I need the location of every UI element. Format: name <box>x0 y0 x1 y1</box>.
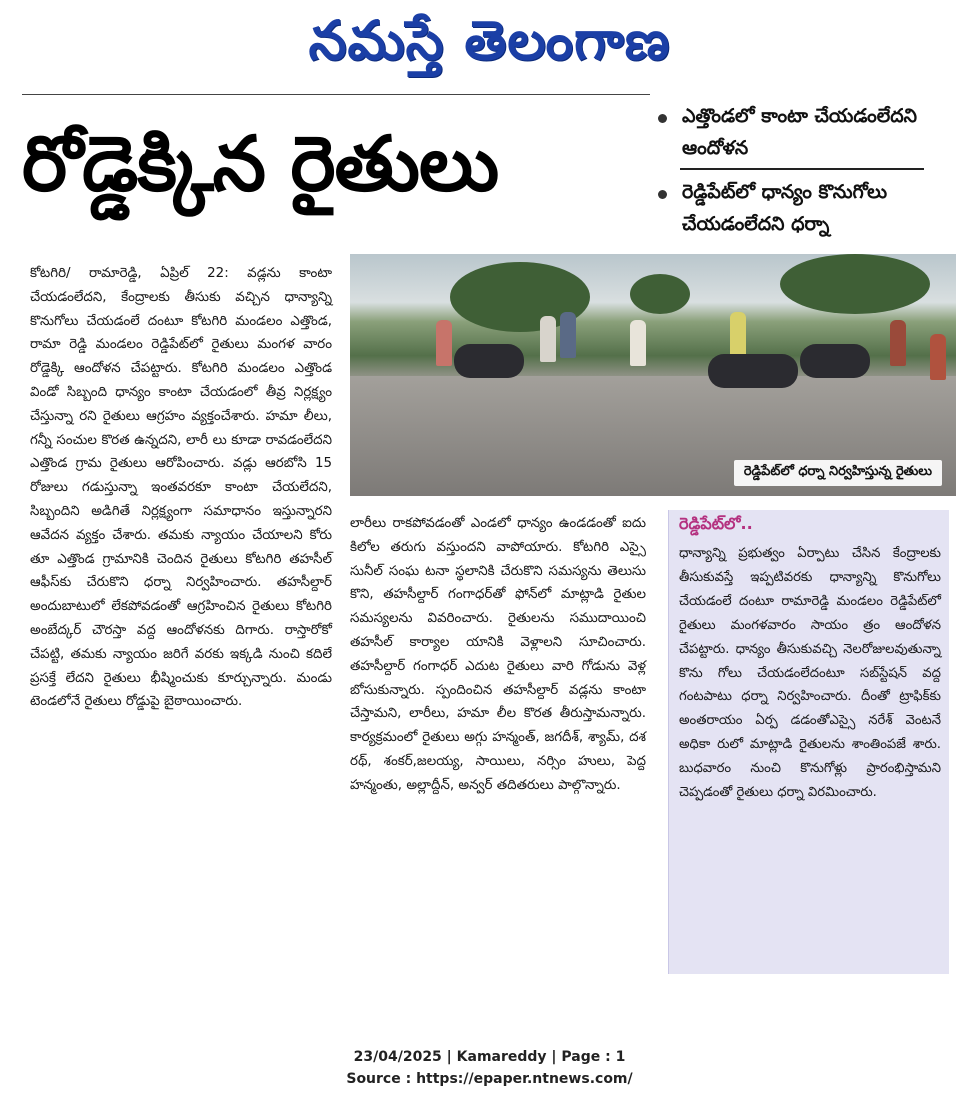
bullet-item <box>656 100 956 164</box>
sidebar-body-text: ధాన్యాన్ని ప్రభుత్వం ఏర్పాటు చేసిన కేంద్రాలకు తీసుకువస్తే ఇప్పటివరకు ధాన్యాన్ని కొనుగోలు చేయడంలే దంటూ రామారెడ్డి మండలం రెడ్డిపేట్‌లో రైతులు మంగళవారం సాయం త్రం ఆందోళన చేపట్టారు. ధాన్యం తీసుకువచ్చి నెలరోజులవుతున్నా కొను గోలు చేయడంలేదంటూ సబ్‌స్టేషన్ వద్ద గంటపాటు ధర్నా నిర్వహించారు. దీంతో ట్రాఫిక్‌కు అంతరాయం ఏర్ప డడంతోఎస్సై నరేశ్ వెంటనే అధికా రులో మాట్లాడి రైతులను శాంతింపజే శారు. బుధవారం నుంచి కొనుగోళ్లు ప్రారంభిస్తామని చెప్పడంతో రైతులు ధర్నా విరమించారు. <box>679 546 941 801</box>
headline-rule <box>22 94 650 95</box>
bullet-list <box>656 100 956 240</box>
bullet-dot-icon <box>658 190 667 199</box>
article-body-text: కోటగిరి/ రామారెడ్డి, ఏప్రిల్ 22: వడ్లను కాంటా చేయడంలేదని, కేంద్రాలకు తీసుకు వచ్చిన ధాన్యాన్ని కొనుగోలు చేయడంలే దంటూ కోటగిరి మండలం ఎత్తొండ, రామా రెడ్డి మండలం రెడ్డిపేట్‌లో రైతులు మంగళ వారం రోడ్డెక్కి ఆందోళన చేపట్టారు. కోటగిరి మండలం ఎత్తొండ విండో సిబ్బంది ధాన్యం కాంటా చేయడంలో తీవ్ర నిర్లక్ష్యం చేస్తున్నా రని రైతులు ఆగ్రహం వ్యక్తంచేశారు. హమా లీలు, గన్నీ సంచుల కొరత ఉన్నదని, లారీ లు కూడా రావడంలేదని ఎత్తొండ గ్రామ రైతులు ఆరోపించారు. వడ్లు ఆరబోసి 15 రోజులు గడుస్తున్నా ఇంతవరకూ కాంటా చేయలేదని, సిబ్బందిని అడిగితే నిర్లక్ష్యంగా సమాధానం ఇస్తున్నారని ఆవేదన వ్యక్తం చేశారు. తమకు న్యాయం చేయాలని కోరు తూ ఎత్తొండ గ్రామానికి చెందిన రైతులు కోటగిరి తహసీల్ ఆఫీస్‌కు చేరుకొని ధర్నా నిర్వహించారు. తహసీల్దార్ అందుబాటులో లేకపోవడంతో ఆగ్రహించిన రైతులు కోటగిరి అంబేద్కర్ చౌరస్తా వద్ద ఆందోళనకు దిగారు. రాస్తారోకో చేపట్టి, తమకు న్యాయం జరిగే వరకు ఇక్కడి నుంచి కదిలే ప్రసక్తే లేదని రైతులు భీష్మించుకు కూర్చున్నారు. మండు టెండలోనే రైతులు రోడ్డుపై బైఠాయించారు. <box>30 266 332 710</box>
headline: రోడ్డెక్కిన రైతులు <box>22 119 499 208</box>
article-column-2 <box>350 512 646 798</box>
photo-person <box>560 312 576 358</box>
photo-motorcycle <box>708 354 798 388</box>
sidebar-box <box>668 510 949 974</box>
bullet-text: ఎత్తొండలో కాంటా చేయడంలేదని ఆందోళన <box>682 105 917 159</box>
footer-source-line: Source : https://epaper.ntnews.com/ <box>346 1071 633 1087</box>
article-body-text: లారీలు రాకపోవడంతో ఎండలో ధాన్యం ఉండడంతో ఐదు కిలోల తరుగు వస్తుందని వాపోయారు. కోటగిరి ఎస్సై సునీల్ సంఘ టనా స్థలానికి చేరుకొని సమస్యను తెలుసు కొని, తహసీల్దార్ గంగాధర్‌తో ఫోన్‌లో మాట్లాడి రైతుల సమస్యలను వివరించారు. రైతులను సముదాయించి తహసీల్ కార్యాల యానికి వెళ్లాలని సూచించారు. తహసీల్దార్ గంగాధర్ ఎదుట రైతులు వారి గోడును వెళ్ల బోసుకున్నారు. స్పందించిన తహసీల్దార్ వడ్లను కాంటా చేస్తామని, లారీలు, హమా లీల కొరత తీరుస్తామన్నారు. కార్యక్రమంలో రైతులు అగ్గు హన్మంత్, జగదీశ్, శ్యామ్, దశ రథ్, శంకర్,జలయ్య, సాయిలు, నర్సిం హులు, పెద్ద హన్మంతు, అల్లాద్దీన్, అన్వర్ తదితరులు పాల్గొన్నారు. <box>350 516 646 793</box>
footer-date-line: 23/04/2025 | Kamareddy | Page : 1 <box>353 1049 626 1065</box>
photo-caption: రెడ్డిపేట్‌లో ధర్నా నిర్వహిస్తున్న రైతులు <box>734 460 942 486</box>
photo-tree <box>780 254 930 314</box>
photo-motorcycle <box>454 344 524 378</box>
photo-person <box>890 320 906 366</box>
footer <box>0 1046 979 1090</box>
photo-person <box>930 334 946 380</box>
bullet-text: రెడ్డిపేట్‌లో ధాన్యం కొనుగోలు చేయడంలేదని ధర్నా <box>682 181 888 235</box>
bullet-divider <box>680 168 924 170</box>
photo-person <box>436 320 452 366</box>
masthead-logo: నమస్తే తెలంగాణ <box>308 9 671 72</box>
photo-person <box>540 316 556 362</box>
photo-person <box>630 320 646 366</box>
photo-tree <box>630 274 690 314</box>
article-column-1 <box>30 262 332 714</box>
news-photo <box>350 254 956 496</box>
photo-motorcycle <box>800 344 870 378</box>
bullet-item <box>656 176 956 240</box>
photo-person <box>730 312 746 358</box>
sidebar-title: రెడ్డిపేట్‌లో.. <box>679 514 753 533</box>
bullet-dot-icon <box>658 114 667 123</box>
